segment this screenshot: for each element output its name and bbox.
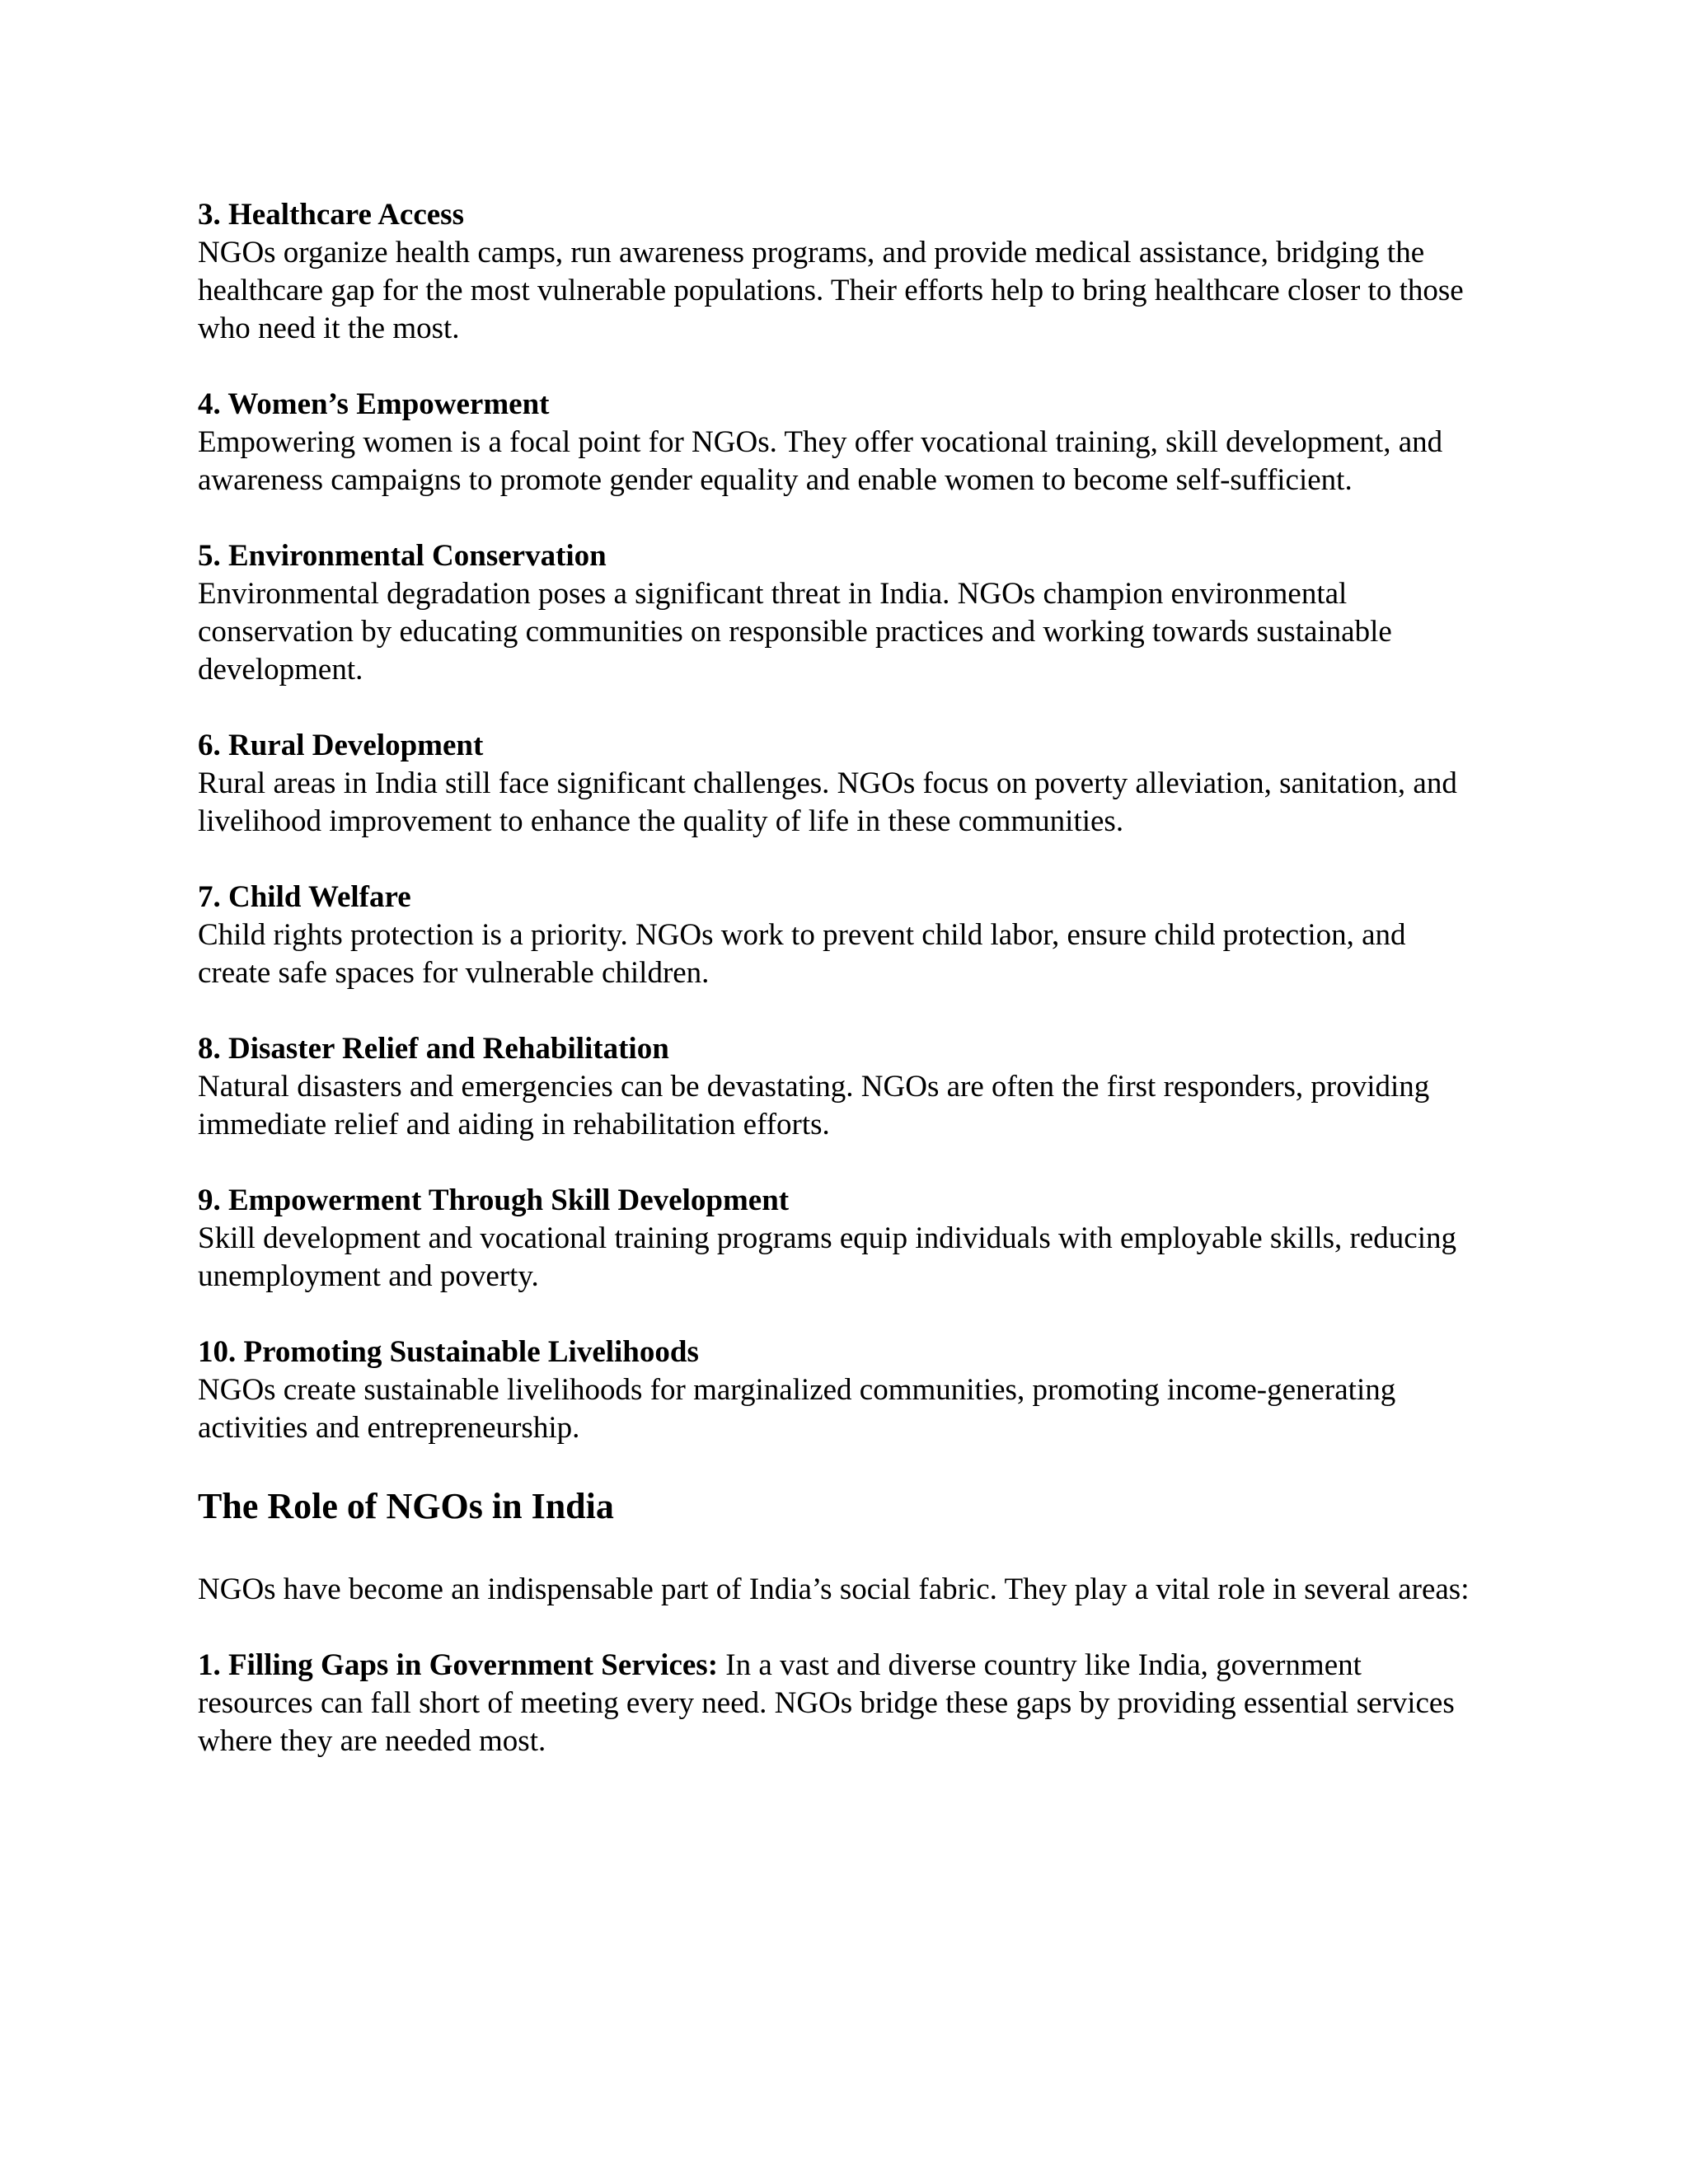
section-body: Skill development and vocational training programs equip individuals with employable skills, reducing unemployment and poverty. xyxy=(198,1221,1456,1293)
section-body: Rural areas in India still face significant challenges. NGOs focus on poverty alleviation, sanitation, and livelihood improvement to enhance the quality of life in these communities. xyxy=(198,766,1457,838)
section-title: 10. Promoting Sustainable Livelihoods xyxy=(198,1335,699,1369)
section-body: NGOs create sustainable livelihoods for marginalized communities, promoting income-generating activities and entrepreneurship. xyxy=(198,1373,1396,1445)
section-body: Child rights protection is a priority. NGOs work to prevent child labor, ensure child protection, and create safe spaces for vulnerable children. xyxy=(198,918,1406,990)
section-environmental-conservation xyxy=(198,537,1484,689)
role-point-1-text: In a vast and diverse country like India, government resources can fall short of meeting every need. NGOs bridge these gaps by providing essential services where they are needed most. xyxy=(198,1648,1455,1758)
section-child-welfare xyxy=(198,879,1484,992)
section-title: 5. Environmental Conservation xyxy=(198,539,607,573)
section-title: 8. Disaster Relief and Rehabilitation xyxy=(198,1032,669,1066)
role-heading: The Role of NGOs in India xyxy=(198,1486,614,1526)
section-sustainable-livelihoods xyxy=(198,1333,1484,1447)
section-body: NGOs organize health camps, run awareness programs, and provide medical assistance, bridging the healthcare gap for the most vulnerable populations. Their efforts help to bring healthcare closer to those who need it the most. xyxy=(198,236,1464,345)
section-disaster-relief xyxy=(198,1030,1484,1144)
section-body: Environmental degradation poses a significant threat in India. NGOs champion environmental conservation by educating communities on responsible practices and working towards sustainable development. xyxy=(198,577,1392,687)
section-title: 4. Women’s Empowerment xyxy=(198,387,550,421)
section-skill-development xyxy=(198,1182,1484,1296)
document-page xyxy=(198,196,1484,1798)
section-womens-empowerment xyxy=(198,386,1484,499)
section-body: Natural disasters and emergencies can be devastating. NGOs are often the first responders, providing immediate relief and aiding in rehabilitation efforts. xyxy=(198,1070,1430,1141)
section-body: Empowering women is a focal point for NGOs. They offer vocational training, skill development, and awareness campaigns to promote gender equality and enable women to become self-sufficient. xyxy=(198,425,1443,497)
section-title: 6. Rural Development xyxy=(198,729,484,762)
section-title: 9. Empowerment Through Skill Development xyxy=(198,1183,790,1217)
role-point-1-lead: 1. Filling Gaps in Government Services: xyxy=(198,1648,719,1682)
role-intro: NGOs have become an indispensable part of India’s social fabric. They play a vital role in several areas: xyxy=(198,1572,1470,1606)
section-healthcare-access xyxy=(198,196,1484,348)
section-rural-development xyxy=(198,727,1484,841)
section-title: 3. Healthcare Access xyxy=(198,198,464,232)
role-point-1 xyxy=(198,1647,1484,1760)
section-title: 7. Child Welfare xyxy=(198,880,411,914)
